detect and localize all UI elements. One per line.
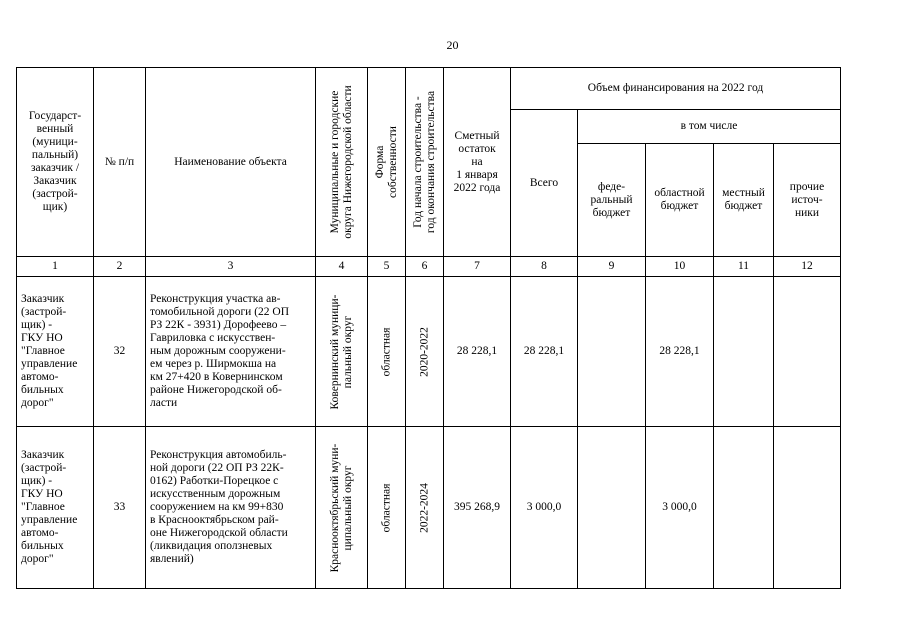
header-object-name: Наименование объекта xyxy=(146,68,316,257)
financing-table xyxy=(16,67,841,589)
text-line: источ- xyxy=(791,193,823,206)
text-line: год окончания строительства xyxy=(424,90,437,234)
header-ownership xyxy=(368,68,406,257)
row-other xyxy=(774,427,841,589)
text-line: сооружением на км 99+830 xyxy=(150,501,284,513)
row-regional: 28 228,1 xyxy=(646,277,714,427)
text-line: округа Нижегородской области xyxy=(341,85,354,239)
text-line: ГКУ НО xyxy=(21,332,63,344)
row-number: 33 xyxy=(94,427,146,589)
text-line: собственности xyxy=(386,126,399,198)
header-no: № п/п xyxy=(94,68,146,257)
text-line: районе Нижегородской об- xyxy=(150,384,282,396)
text-line: "Главное xyxy=(21,345,65,357)
row-local xyxy=(714,277,774,427)
row-balance: 28 228,1 xyxy=(444,277,511,427)
table-row xyxy=(17,277,841,427)
text-line: Реконструкция участка ав- xyxy=(150,293,281,305)
page-number: 20 xyxy=(446,38,459,52)
column-number: 11 xyxy=(714,257,774,277)
text-line: 1 января xyxy=(456,168,498,181)
text-line: феде- xyxy=(597,180,626,193)
row-object-name xyxy=(146,277,316,427)
text-line: "Главное xyxy=(21,501,65,513)
text-line: заказчик / xyxy=(30,162,80,174)
text-line: ем через р. Ширмокша на xyxy=(150,358,277,370)
header-years xyxy=(406,68,444,257)
header-local xyxy=(714,144,774,257)
header-federal xyxy=(578,144,646,257)
header-balance xyxy=(444,68,511,257)
text-line: Сметный xyxy=(454,129,500,142)
row-customer xyxy=(17,427,94,589)
text-line: ники xyxy=(794,206,820,219)
column-number: 7 xyxy=(444,257,511,277)
text-line: Год начала строительства - xyxy=(411,96,424,228)
row-number: 32 xyxy=(94,277,146,427)
text-line: щик) - xyxy=(21,475,53,487)
text-line: (ликвидация оползневых xyxy=(150,540,273,552)
text-line: ласти xyxy=(150,397,178,409)
row-federal xyxy=(578,277,646,427)
column-number: 1 xyxy=(17,257,94,277)
column-number: 4 xyxy=(316,257,368,277)
text-line: Заказчик xyxy=(21,293,65,305)
row-ownership: областная xyxy=(368,427,406,589)
text-line: областной xyxy=(654,187,705,199)
text-line: автомо- xyxy=(21,527,59,539)
text-line: томобильной дороги (22 ОП xyxy=(150,306,290,318)
text-line: бюджет xyxy=(660,200,699,212)
header-including: в том числе xyxy=(578,110,841,144)
text-line: местный xyxy=(722,187,765,199)
text-line: РЗ 22К - 3931) Дорофеево – xyxy=(150,319,287,331)
text-line: (застрой- xyxy=(21,462,67,474)
text-line: Форма xyxy=(373,145,386,179)
header-regional xyxy=(646,144,714,257)
text-line: км 27+420 в Ковернинском xyxy=(150,371,283,383)
column-number: 9 xyxy=(578,257,646,277)
text-line: на xyxy=(471,155,483,168)
table-row xyxy=(17,427,841,589)
text-line: ной дороги (22 ОП РЗ 22К- xyxy=(150,462,284,474)
row-customer xyxy=(17,277,94,427)
header-customer xyxy=(17,68,94,257)
column-number: 6 xyxy=(406,257,444,277)
text-line: (застрой- xyxy=(21,306,67,318)
row-ownership: областная xyxy=(368,277,406,427)
text-line: Муниципальные и городские xyxy=(328,90,341,234)
text-line: бюджет xyxy=(592,206,631,219)
text-line: искусственным дорожным xyxy=(150,488,281,500)
row-years: 2020-2022 xyxy=(406,277,444,427)
text-line: остаток xyxy=(458,142,496,155)
text-line: 2022 года xyxy=(453,181,501,194)
text-line: пальный округ xyxy=(341,315,354,388)
column-number: 8 xyxy=(511,257,578,277)
text-line: (застрой- xyxy=(32,188,78,200)
text-line: Государст- xyxy=(28,110,82,122)
text-line: автомо- xyxy=(21,371,59,383)
text-line: явлений) xyxy=(150,553,194,565)
text-line: дорог" xyxy=(21,553,54,565)
text-line: пальный) xyxy=(31,149,79,161)
row-district xyxy=(316,427,368,589)
text-line: управление xyxy=(21,514,78,526)
text-line: Заказчик xyxy=(33,175,77,187)
row-years: 2022-2024 xyxy=(406,427,444,589)
text-line: прочие xyxy=(789,180,825,193)
text-line: ральный xyxy=(590,193,633,206)
text-line: ным дорожным сооружени- xyxy=(150,345,286,357)
text-line: Заказчик xyxy=(21,449,65,461)
text-line: (муници- xyxy=(32,136,78,148)
text-line: Гавриловка с искусствен- xyxy=(150,332,276,344)
row-total: 28 228,1 xyxy=(511,277,578,427)
header-funding: Объем финансирования на 2022 год xyxy=(511,68,841,110)
row-object-name xyxy=(146,427,316,589)
text-line: бильных xyxy=(21,384,64,396)
text-line: Краснооктябрьский муни- xyxy=(328,443,341,572)
text-line: бюджет xyxy=(724,200,763,212)
text-line: ГКУ НО xyxy=(21,488,63,500)
text-line: бильных xyxy=(21,540,64,552)
header-total: Всего xyxy=(511,110,578,257)
header-other xyxy=(774,144,841,257)
text-line: венный xyxy=(36,123,74,135)
column-number: 2 xyxy=(94,257,146,277)
text-line: щик) - xyxy=(21,319,53,331)
text-line: оне Нижегородской области xyxy=(150,527,288,539)
row-total: 3 000,0 xyxy=(511,427,578,589)
text-line: 0162) Работки-Порецкое с xyxy=(150,475,279,487)
text-line: ципальный округ xyxy=(341,465,354,550)
row-district xyxy=(316,277,368,427)
column-numbers-row xyxy=(17,257,841,277)
column-number: 5 xyxy=(368,257,406,277)
column-number: 3 xyxy=(146,257,316,277)
row-regional: 3 000,0 xyxy=(646,427,714,589)
header-district xyxy=(316,68,368,257)
text-line: в Краснооктябрьском рай- xyxy=(150,514,279,526)
text-line: щик) xyxy=(42,201,68,213)
text-line: Реконструкция автомобиль- xyxy=(150,449,287,461)
column-number: 12 xyxy=(774,257,841,277)
column-number: 10 xyxy=(646,257,714,277)
row-balance: 395 268,9 xyxy=(444,427,511,589)
text-line: управление xyxy=(21,358,78,370)
row-federal xyxy=(578,427,646,589)
row-other xyxy=(774,277,841,427)
text-line: дорог" xyxy=(21,397,54,409)
row-local xyxy=(714,427,774,589)
text-line: Ковернинский муници- xyxy=(328,294,341,409)
